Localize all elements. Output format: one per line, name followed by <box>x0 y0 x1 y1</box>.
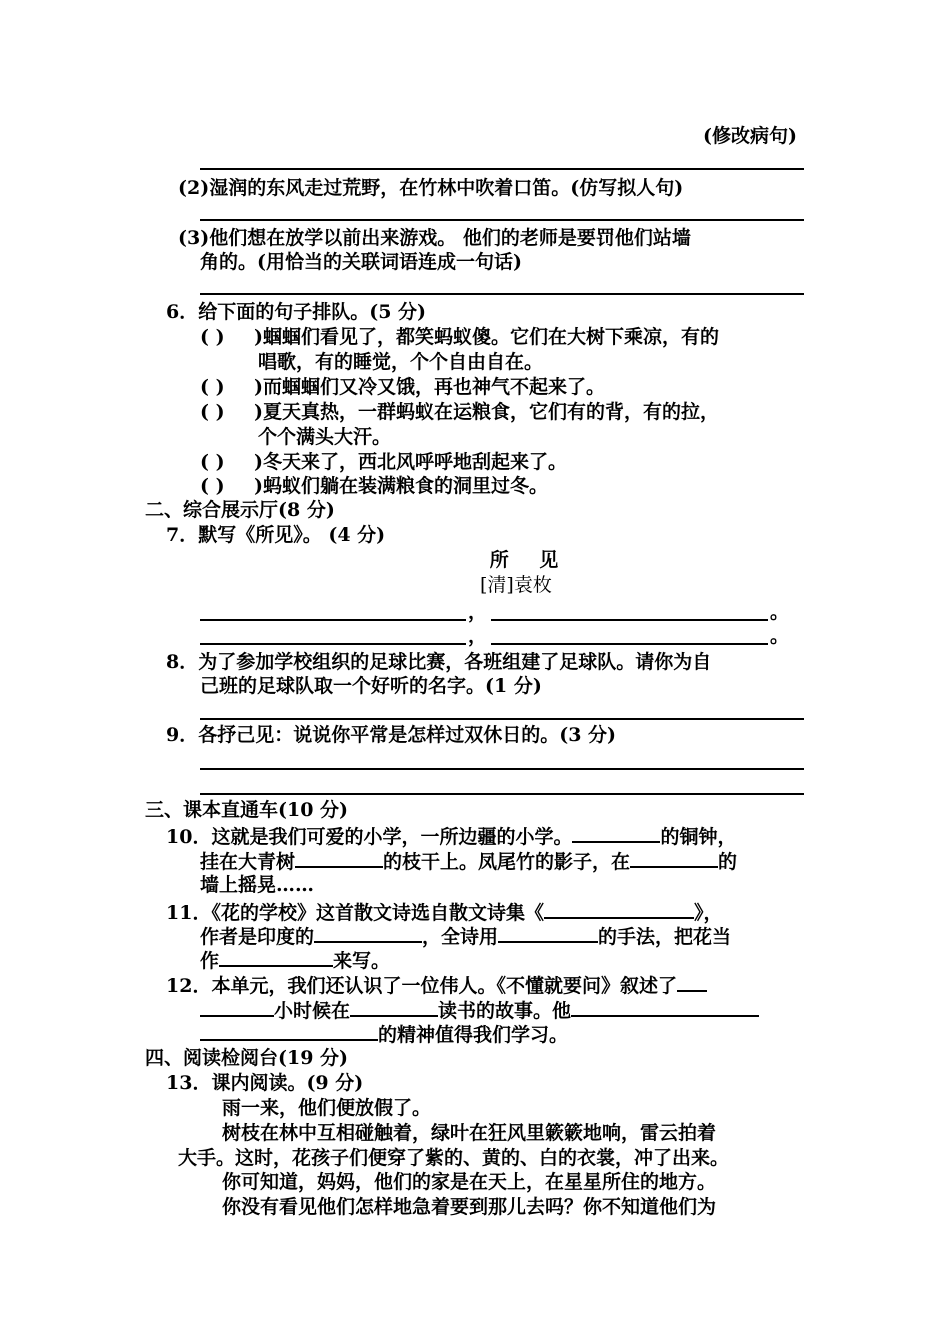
q12-text-3b: 的精神值得我们学习。 <box>378 1024 569 1046</box>
q6-title: 6．给下面的句子排队。(5 分) <box>166 301 427 323</box>
q5-answer-line-1[interactable] <box>200 168 804 170</box>
q6-item-3-line1: )夏天真热，一群蚂蚁在运粮食，它们有的背，有的拉， <box>254 401 719 423</box>
q12-line1 <box>166 972 707 998</box>
q12-text-2b: 读书的故事。他 <box>438 1000 572 1022</box>
q10-line3: 墙上摇晃…… <box>200 874 315 896</box>
q12-text-1a: 12．本单元，我们还认识了一位伟人。《不懂就要问》叙述了 <box>166 975 677 997</box>
q6-item-5: )蚂蚁们躺在装满粮食的洞里过冬。 <box>254 475 548 497</box>
q8-line1: 8．为了参加学校组织的足球比赛，各班组建了足球队。请你为自 <box>166 651 712 673</box>
q6-order-box-3[interactable]: ( ) <box>200 401 225 423</box>
q5-sentence-3-line2: 角的。(用恰当的关联词语连成一句话) <box>200 251 522 273</box>
q7-blank-4[interactable] <box>491 643 768 645</box>
q5-answer-line-2[interactable] <box>200 219 804 221</box>
q11-line1 <box>166 899 722 925</box>
q10-blank-2[interactable] <box>295 848 383 868</box>
q5-sentence-2: (2)湿润的东风走过荒野，在竹林中吹着口笛。(仿写拟人句) <box>178 177 684 199</box>
section-2-title: 二、综合展示厅(8 分) <box>145 499 335 521</box>
q11-text-2a: 作者是印度的 <box>200 926 315 948</box>
q11-blank-1[interactable] <box>544 899 694 919</box>
q5-instruction-revise: (修改病句) <box>703 125 797 147</box>
q10-text-1a: 10．这就是我们可爱的小学，一所边疆的小学。 <box>166 826 573 848</box>
q11-text-3a: 作 <box>200 950 220 972</box>
q9-answer-line-2[interactable] <box>200 793 804 795</box>
q13-title: 13．课内阅读。(9 分) <box>166 1072 364 1094</box>
q7-title: 7．默写《所见》。 (4 分) <box>166 524 386 546</box>
q7-blank-1[interactable] <box>200 619 466 621</box>
q6-order-box-5[interactable]: ( ) <box>200 475 225 497</box>
q7-blank-2[interactable] <box>491 619 768 621</box>
q11-blank-4[interactable] <box>219 947 333 967</box>
q9-title: 9．各抒己见：说说你平常是怎样过双休日的。(3 分) <box>166 724 617 746</box>
q7-blank-3[interactable] <box>200 643 466 645</box>
q11-line3 <box>200 947 390 973</box>
q11-text-1a: 11．《花的学校》这首散文诗选自散文诗集《 <box>166 902 544 924</box>
q12-blank-3b[interactable] <box>200 1021 378 1041</box>
q6-item-1-line2: 唱歌，有的睡觉，个个自由自在。 <box>258 351 544 373</box>
q6-item-3-line2: 个个满头大汗。 <box>258 426 392 448</box>
q7-period-1: 。 <box>770 601 790 623</box>
q12-blank-2[interactable] <box>350 997 438 1017</box>
passage-paragraph-2-line1: 树枝在林中互相碰触着，绿叶在狂风里簌簌地响，雷云拍着 <box>222 1122 717 1144</box>
poem-author: [清]袁枚 <box>480 574 552 596</box>
poem-title: 所 见 <box>489 549 571 571</box>
q6-order-box-1[interactable]: ( ) <box>200 326 225 348</box>
q6-order-box-4[interactable]: ( ) <box>200 451 225 473</box>
passage-paragraph-1: 雨一来，他们便放假了。 <box>222 1097 432 1119</box>
q10-line1 <box>166 823 736 849</box>
q11-text-3b: 来写。 <box>333 950 391 972</box>
q10-blank-1[interactable] <box>572 823 660 843</box>
q11-line2 <box>200 923 731 949</box>
q5-answer-line-3[interactable] <box>200 293 804 295</box>
passage-paragraph-4: 你没有看见他们怎样地急着要到那儿去吗？你不知道他们为 <box>222 1196 717 1218</box>
q7-comma-1: ， <box>468 601 488 623</box>
q6-item-4: )冬天来了，西北风呼呼地刮起来了。 <box>254 451 567 473</box>
q10-text-2c: 的 <box>718 851 738 873</box>
q11-text-2b: ，全诗用 <box>422 926 499 948</box>
q6-order-box-2[interactable]: ( ) <box>200 376 225 398</box>
q11-text-2c: 的手法，把花当 <box>598 926 732 948</box>
section-3-title: 三、课本直通车(10 分) <box>145 799 349 821</box>
q10-text-2a: 挂在大青树 <box>200 851 296 873</box>
q11-blank-3[interactable] <box>498 923 598 943</box>
q11-blank-2[interactable] <box>314 923 422 943</box>
section-4-title: 四、阅读检阅台(19 分) <box>145 1047 349 1069</box>
q10-text-1b: 的铜钟， <box>660 826 737 848</box>
q12-blank-1a[interactable] <box>677 972 707 992</box>
q11-text-1b: 》， <box>693 902 723 924</box>
q8-answer-line[interactable] <box>200 718 804 720</box>
q8-line2: 己班的足球队取一个好听的名字。(1 分) <box>200 675 542 697</box>
q12-blank-3a[interactable] <box>571 997 759 1017</box>
q12-line2 <box>200 997 759 1023</box>
q9-answer-line-1[interactable] <box>200 768 804 770</box>
q7-period-2: 。 <box>770 625 790 647</box>
q6-item-1-line1: )蝈蝈们看见了，都笑蚂蚁傻。它们在大树下乘凉，有的 <box>254 326 719 348</box>
q10-line2 <box>200 848 737 874</box>
q6-item-2: )而蝈蝈们又冷又饿，再也神气不起来了。 <box>254 376 605 398</box>
passage-paragraph-3: 你可知道，妈妈，他们的家是在天上，在星星所住的地方。 <box>222 1171 717 1193</box>
q7-comma-2: ， <box>468 625 488 647</box>
q12-blank-1b[interactable] <box>200 997 274 1017</box>
passage-paragraph-2-line2: 大手。这时，花孩子们便穿了紫的、黄的、白的衣裳，冲了出来。 <box>178 1147 730 1169</box>
q5-sentence-3-line1: (3)他们想在放学以前出来游戏。 他们的老师是要罚他们站墙 <box>178 227 691 249</box>
q10-text-2b: 的枝干上。凤尾竹的影子，在 <box>383 851 631 873</box>
q10-blank-3[interactable] <box>630 848 718 868</box>
q12-text-2a: 小时候在 <box>274 1000 351 1022</box>
q12-line3 <box>200 1021 568 1047</box>
